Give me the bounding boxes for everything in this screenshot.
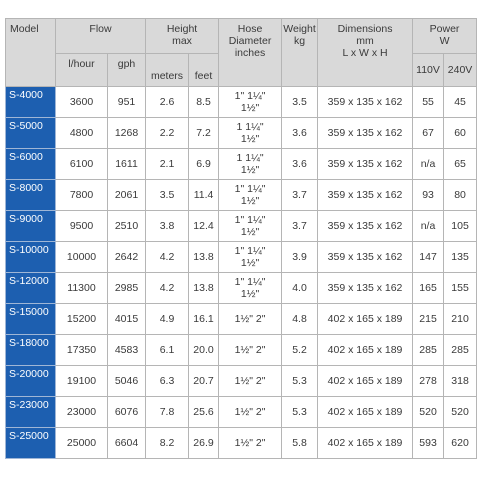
cell-hose-line1: 1" 1¼" xyxy=(234,90,266,102)
table-body xyxy=(6,87,477,459)
cell-model: S-8000 xyxy=(6,180,56,211)
cell-flow-gph: 1611 xyxy=(108,149,146,180)
cell-flow-gph: 2642 xyxy=(108,242,146,273)
cell-flow-lhour: 6100 xyxy=(56,149,108,180)
header-dimensions xyxy=(318,19,413,87)
cell-flow-gph: 6604 xyxy=(108,428,146,459)
cell-hose xyxy=(219,335,282,366)
cell-height-meters: 2.1 xyxy=(146,149,189,180)
header-weight-line1: Weight xyxy=(283,23,316,35)
header-height-feet: feet xyxy=(189,54,219,87)
cell-power-110v: 93 xyxy=(413,180,444,211)
cell-dimensions: 402 x 165 x 189 xyxy=(318,366,413,397)
cell-power-110v: 55 xyxy=(413,87,444,118)
table-row xyxy=(6,335,477,366)
spec-table-container xyxy=(5,18,476,459)
cell-height-feet: 20.7 xyxy=(189,366,219,397)
header-flow-lhour: l/hour xyxy=(56,54,108,87)
cell-height-feet: 12.4 xyxy=(189,211,219,242)
cell-height-meters: 7.8 xyxy=(146,397,189,428)
header-height-meters: meters xyxy=(146,54,189,87)
pump-spec-table xyxy=(5,18,477,459)
cell-hose-line2: 1½" xyxy=(240,164,260,176)
cell-model: S-18000 xyxy=(6,335,56,366)
cell-height-meters: 4.2 xyxy=(146,242,189,273)
cell-weight: 3.6 xyxy=(282,118,318,149)
cell-model: S-25000 xyxy=(6,428,56,459)
cell-dimensions: 402 x 165 x 189 xyxy=(318,304,413,335)
cell-hose-line1: 1½" 2" xyxy=(234,375,266,387)
cell-height-meters: 6.1 xyxy=(146,335,189,366)
cell-height-feet: 13.8 xyxy=(189,273,219,304)
cell-model: S-15000 xyxy=(6,304,56,335)
cell-power-110v: 165 xyxy=(413,273,444,304)
cell-height-meters: 2.6 xyxy=(146,87,189,118)
header-model xyxy=(6,19,56,87)
table-row xyxy=(6,273,477,304)
cell-flow-lhour: 4800 xyxy=(56,118,108,149)
cell-power-110v: n/a xyxy=(413,211,444,242)
cell-dimensions: 359 x 135 x 162 xyxy=(318,242,413,273)
cell-dimensions: 402 x 165 x 189 xyxy=(318,397,413,428)
cell-model: S-20000 xyxy=(6,366,56,397)
cell-weight: 3.5 xyxy=(282,87,318,118)
table-row xyxy=(6,366,477,397)
cell-weight: 4.0 xyxy=(282,273,318,304)
cell-weight: 5.8 xyxy=(282,428,318,459)
cell-flow-gph: 1268 xyxy=(108,118,146,149)
header-flow-label: Flow xyxy=(89,23,112,35)
cell-hose xyxy=(219,304,282,335)
cell-height-meters: 8.2 xyxy=(146,428,189,459)
cell-power-240v: 285 xyxy=(444,335,477,366)
cell-dimensions: 359 x 135 x 162 xyxy=(318,273,413,304)
cell-power-240v: 520 xyxy=(444,397,477,428)
cell-weight: 3.6 xyxy=(282,149,318,180)
cell-height-feet: 25.6 xyxy=(189,397,219,428)
cell-height-meters: 6.3 xyxy=(146,366,189,397)
cell-height-feet: 20.0 xyxy=(189,335,219,366)
cell-power-110v: 520 xyxy=(413,397,444,428)
cell-power-110v: 278 xyxy=(413,366,444,397)
cell-hose-line2: 1½" xyxy=(240,102,260,114)
header-height-line1: Height xyxy=(166,23,198,35)
cell-flow-lhour: 23000 xyxy=(56,397,108,428)
cell-model: S-5000 xyxy=(6,118,56,149)
cell-hose xyxy=(219,180,282,211)
cell-hose xyxy=(219,428,282,459)
header-power-line2: W xyxy=(439,35,450,47)
cell-hose-line2: 1½" xyxy=(240,195,260,207)
cell-flow-gph: 2510 xyxy=(108,211,146,242)
cell-hose-line1: 1" 1¼" xyxy=(234,183,266,195)
cell-power-240v: 135 xyxy=(444,242,477,273)
header-hose-line1: Hose xyxy=(237,23,263,35)
cell-hose-line1: 1 1¼" xyxy=(236,121,264,133)
cell-flow-gph: 951 xyxy=(108,87,146,118)
cell-model: S-10000 xyxy=(6,242,56,273)
cell-flow-lhour: 7800 xyxy=(56,180,108,211)
header-power-line1: Power xyxy=(429,23,460,35)
table-row xyxy=(6,87,477,118)
cell-hose-line1: 1½" 2" xyxy=(234,406,266,418)
header-dimensions-line2: mm xyxy=(356,35,374,47)
cell-flow-lhour: 19100 xyxy=(56,366,108,397)
cell-flow-gph: 6076 xyxy=(108,397,146,428)
cell-weight: 3.7 xyxy=(282,180,318,211)
header-dimensions-line1: Dimensions xyxy=(337,23,393,35)
cell-power-110v: n/a xyxy=(413,149,444,180)
cell-model: S-9000 xyxy=(6,211,56,242)
cell-model: S-23000 xyxy=(6,397,56,428)
cell-hose-line1: 1½" 2" xyxy=(234,437,266,449)
cell-power-110v: 147 xyxy=(413,242,444,273)
cell-power-240v: 45 xyxy=(444,87,477,118)
cell-height-meters: 4.9 xyxy=(146,304,189,335)
header-hose-line3: inches xyxy=(234,47,266,59)
cell-height-feet: 16.1 xyxy=(189,304,219,335)
cell-flow-lhour: 11300 xyxy=(56,273,108,304)
cell-dimensions: 402 x 165 x 189 xyxy=(318,335,413,366)
cell-flow-lhour: 25000 xyxy=(56,428,108,459)
cell-hose-line1: 1½" 2" xyxy=(234,344,266,356)
cell-hose-line2: 1½" xyxy=(240,288,260,300)
cell-power-240v: 105 xyxy=(444,211,477,242)
cell-height-feet: 11.4 xyxy=(189,180,219,211)
header-height-line2: max xyxy=(172,35,192,47)
cell-weight: 3.9 xyxy=(282,242,318,273)
cell-hose-line1: 1" 1¼" xyxy=(234,214,266,226)
cell-height-feet: 13.8 xyxy=(189,242,219,273)
table-row xyxy=(6,149,477,180)
cell-weight: 5.3 xyxy=(282,397,318,428)
cell-dimensions: 359 x 135 x 162 xyxy=(318,149,413,180)
cell-dimensions: 359 x 135 x 162 xyxy=(318,180,413,211)
cell-hose-line2: 1½" xyxy=(240,257,260,269)
cell-model: S-12000 xyxy=(6,273,56,304)
header-hose-line2: Diameter xyxy=(228,35,272,47)
cell-flow-lhour: 3600 xyxy=(56,87,108,118)
table-row xyxy=(6,242,477,273)
cell-power-110v: 215 xyxy=(413,304,444,335)
cell-flow-lhour: 17350 xyxy=(56,335,108,366)
header-height xyxy=(146,19,219,54)
cell-weight: 5.2 xyxy=(282,335,318,366)
cell-hose-line2: 1½" xyxy=(240,226,260,238)
cell-hose-line1: 1" 1¼" xyxy=(234,245,266,257)
cell-power-110v: 67 xyxy=(413,118,444,149)
cell-power-240v: 80 xyxy=(444,180,477,211)
cell-hose-line1: 1 1¼" xyxy=(236,152,264,164)
cell-dimensions: 359 x 135 x 162 xyxy=(318,87,413,118)
cell-weight: 4.8 xyxy=(282,304,318,335)
cell-power-240v: 210 xyxy=(444,304,477,335)
cell-power-110v: 285 xyxy=(413,335,444,366)
cell-flow-lhour: 9500 xyxy=(56,211,108,242)
header-weight-line2: kg xyxy=(293,35,306,47)
header-flow xyxy=(56,19,146,54)
cell-hose xyxy=(219,211,282,242)
cell-hose-line1: 1" 1¼" xyxy=(234,276,266,288)
header-weight xyxy=(282,19,318,87)
cell-flow-gph: 4583 xyxy=(108,335,146,366)
cell-height-meters: 3.8 xyxy=(146,211,189,242)
header-power-240v: 240V xyxy=(444,54,477,87)
cell-height-feet: 7.2 xyxy=(189,118,219,149)
table-header xyxy=(6,19,477,87)
cell-hose xyxy=(219,87,282,118)
cell-hose xyxy=(219,397,282,428)
header-model-label: Model xyxy=(10,23,39,35)
header-flow-gph: gph xyxy=(108,54,146,87)
table-row xyxy=(6,180,477,211)
cell-hose xyxy=(219,242,282,273)
table-row xyxy=(6,211,477,242)
header-dimensions-line3: L x W x H xyxy=(342,47,388,59)
header-power-110v: 110V xyxy=(413,54,444,87)
cell-dimensions: 359 x 135 x 162 xyxy=(318,211,413,242)
cell-flow-lhour: 15200 xyxy=(56,304,108,335)
cell-power-240v: 318 xyxy=(444,366,477,397)
cell-power-240v: 60 xyxy=(444,118,477,149)
cell-dimensions: 402 x 165 x 189 xyxy=(318,428,413,459)
cell-hose-line2: 1½" xyxy=(240,133,260,145)
cell-flow-gph: 4015 xyxy=(108,304,146,335)
cell-hose xyxy=(219,118,282,149)
cell-power-110v: 593 xyxy=(413,428,444,459)
cell-weight: 3.7 xyxy=(282,211,318,242)
cell-height-feet: 6.9 xyxy=(189,149,219,180)
cell-weight: 5.3 xyxy=(282,366,318,397)
header-power xyxy=(413,19,477,54)
table-row xyxy=(6,304,477,335)
table-row xyxy=(6,397,477,428)
header-hose xyxy=(219,19,282,87)
cell-height-meters: 2.2 xyxy=(146,118,189,149)
cell-height-meters: 4.2 xyxy=(146,273,189,304)
cell-height-feet: 26.9 xyxy=(189,428,219,459)
table-row xyxy=(6,118,477,149)
cell-dimensions: 359 x 135 x 162 xyxy=(318,118,413,149)
cell-flow-gph: 2061 xyxy=(108,180,146,211)
cell-hose-line1: 1½" 2" xyxy=(234,313,266,325)
table-row xyxy=(6,428,477,459)
cell-power-240v: 155 xyxy=(444,273,477,304)
cell-flow-lhour: 10000 xyxy=(56,242,108,273)
cell-model: S-6000 xyxy=(6,149,56,180)
cell-power-240v: 65 xyxy=(444,149,477,180)
cell-hose xyxy=(219,273,282,304)
cell-height-meters: 3.5 xyxy=(146,180,189,211)
cell-height-feet: 8.5 xyxy=(189,87,219,118)
cell-hose xyxy=(219,149,282,180)
cell-flow-gph: 5046 xyxy=(108,366,146,397)
cell-flow-gph: 2985 xyxy=(108,273,146,304)
cell-power-240v: 620 xyxy=(444,428,477,459)
cell-model: S-4000 xyxy=(6,87,56,118)
cell-hose xyxy=(219,366,282,397)
